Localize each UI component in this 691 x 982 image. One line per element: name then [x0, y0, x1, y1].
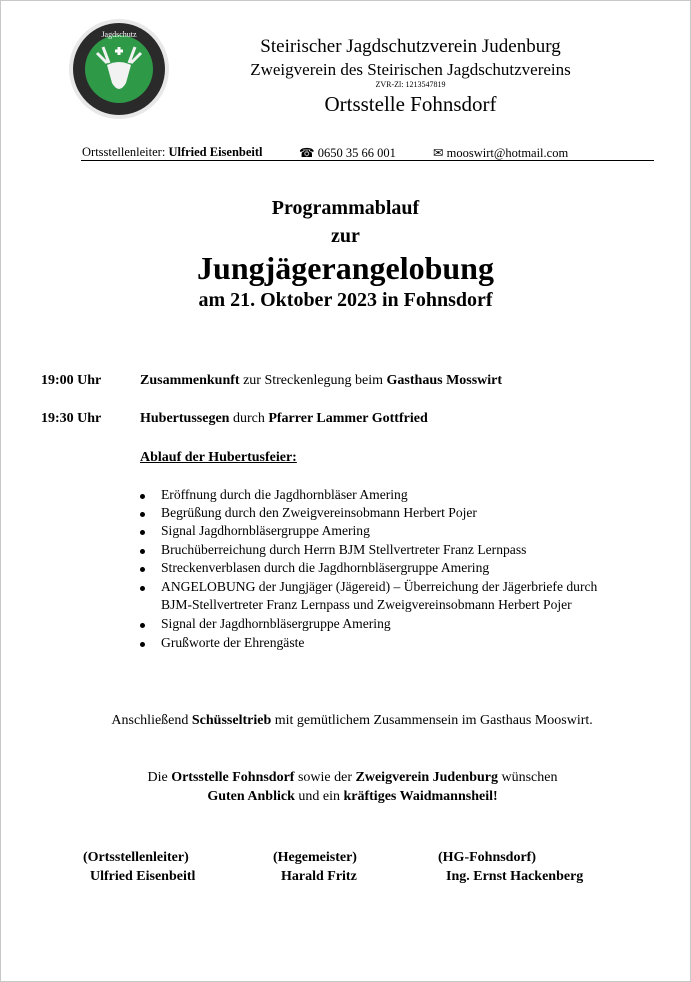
list-item: [143, 635, 305, 651]
header-line-3: Ortsstelle Fohnsdorf: [324, 92, 497, 116]
list-item: [143, 505, 477, 521]
title-zur: zur: [331, 225, 360, 247]
contact-label: Ortsstellenleiter:: [82, 145, 166, 159]
text: wünschen: [498, 770, 558, 785]
list-item-text: Signal der Jagdhornbläsergruppe Amering: [161, 616, 391, 631]
text: Die: [147, 770, 172, 785]
text: und ein: [294, 789, 344, 804]
text-bold: Zweigverein Judenburg: [355, 770, 498, 785]
phone: [299, 145, 396, 161]
schedule-text: [140, 411, 428, 427]
schedule-time: 19:00 Uhr: [41, 373, 102, 388]
list-item-text: Bruchüberreichung durch Herrn BJM Stellvertreter Franz Lernpass: [161, 542, 527, 557]
list-item: [143, 560, 490, 576]
signature-name: Ulfried Eisenbeitl: [90, 869, 196, 884]
title-date: am 21. Oktober 2023 in Fohnsdorf: [198, 289, 493, 311]
schedule-bold: Pfarrer Lammer Gottfried: [268, 411, 428, 426]
list-item-text: Streckenverblasen durch die Jagdhornbläsergruppe Amering: [161, 560, 490, 575]
schedule-bold: Gasthaus Mosswirt: [386, 373, 503, 388]
text: sowie der: [294, 770, 356, 785]
svg-text:Jagdschutz: Jagdschutz: [101, 30, 137, 39]
schedule-normal: zur Streckenlegung beim: [239, 373, 387, 388]
text-bold: Ortsstelle Fohnsdorf: [171, 770, 295, 785]
list-item-text: Signal Jagdhornbläsergruppe Amering: [161, 523, 370, 538]
schedule-bold: Zusammenkunft: [140, 373, 240, 388]
text: Anschließend: [111, 713, 192, 728]
envelope-icon: ✉: [433, 146, 444, 160]
header-divider: [81, 160, 654, 161]
list-item-text: Grußworte der Ehrengäste: [161, 635, 305, 650]
text-bold: kräftiges Waidmannsheil!: [343, 789, 498, 804]
list-item-text: Begrüßung durch den Zweigvereinsobmann Herbert Pojer: [161, 505, 477, 520]
list-item-text: Eröffnung durch die Jagdhornbläser Amering: [161, 487, 408, 502]
schedule-time: 19:30 Uhr: [41, 411, 102, 426]
title-programmablauf: Programmablauf: [271, 197, 420, 219]
list-item-continuation: BJM-Stellvertreter Franz Lernpass und Zweigvereinsobmann Herbert Pojer: [161, 597, 572, 612]
signature-name: Ing. Ernst Hackenberg: [446, 869, 584, 884]
text-bold: Schüsseltrieb: [191, 713, 272, 728]
list-item: [143, 579, 598, 595]
schedule-row: [41, 373, 101, 389]
schedule-text: [140, 373, 502, 389]
schedule-row: [41, 411, 101, 427]
schedule-bold: Hubertussegen: [140, 411, 230, 426]
closing-paragraph: [1, 697, 690, 745]
ablauf-heading: Ablauf der Hubertusfeier:: [140, 450, 297, 465]
signature-name: Harald Fritz: [281, 869, 357, 884]
contact-name: Ulfried Eisenbeitl: [168, 145, 263, 159]
list-item: [143, 616, 391, 632]
list-item: [143, 542, 527, 558]
header-line-1: Steirischer Jagdschutzverein Judenburg: [260, 36, 561, 57]
signature-role: (Ortsstellenleiter): [83, 850, 189, 865]
contact-row: [82, 145, 263, 160]
header-line-2: Zweigverein des Steirischen Jagdschutzvereins: [250, 60, 571, 79]
phone-number: 0650 35 66 001: [317, 146, 396, 160]
email: [433, 145, 568, 161]
wishes-line-2: [1, 773, 690, 821]
list-item: [143, 487, 408, 503]
list-item-text: ANGELOBUNG der Jungjäger (Jägereid) – Überreichung der Jägerbriefe durch: [161, 579, 598, 594]
text: mit gemütlichem Zusammensein im Gasthaus Mooswirt.: [271, 713, 593, 728]
schedule-normal: durch: [229, 411, 269, 426]
signature-role: (HG-Fohnsdorf): [438, 850, 536, 865]
telephone-icon: ☎: [299, 146, 315, 160]
title-main: Jungjägerangelobung: [197, 250, 494, 286]
zvr-number: ZVR-Zl: 1213547819: [375, 80, 446, 89]
text-bold: Guten Anblick: [207, 789, 295, 804]
list-item: [143, 523, 370, 539]
email-address: mooswirt@hotmail.com: [446, 146, 569, 160]
signature-role: (Hegemeister): [273, 850, 357, 865]
